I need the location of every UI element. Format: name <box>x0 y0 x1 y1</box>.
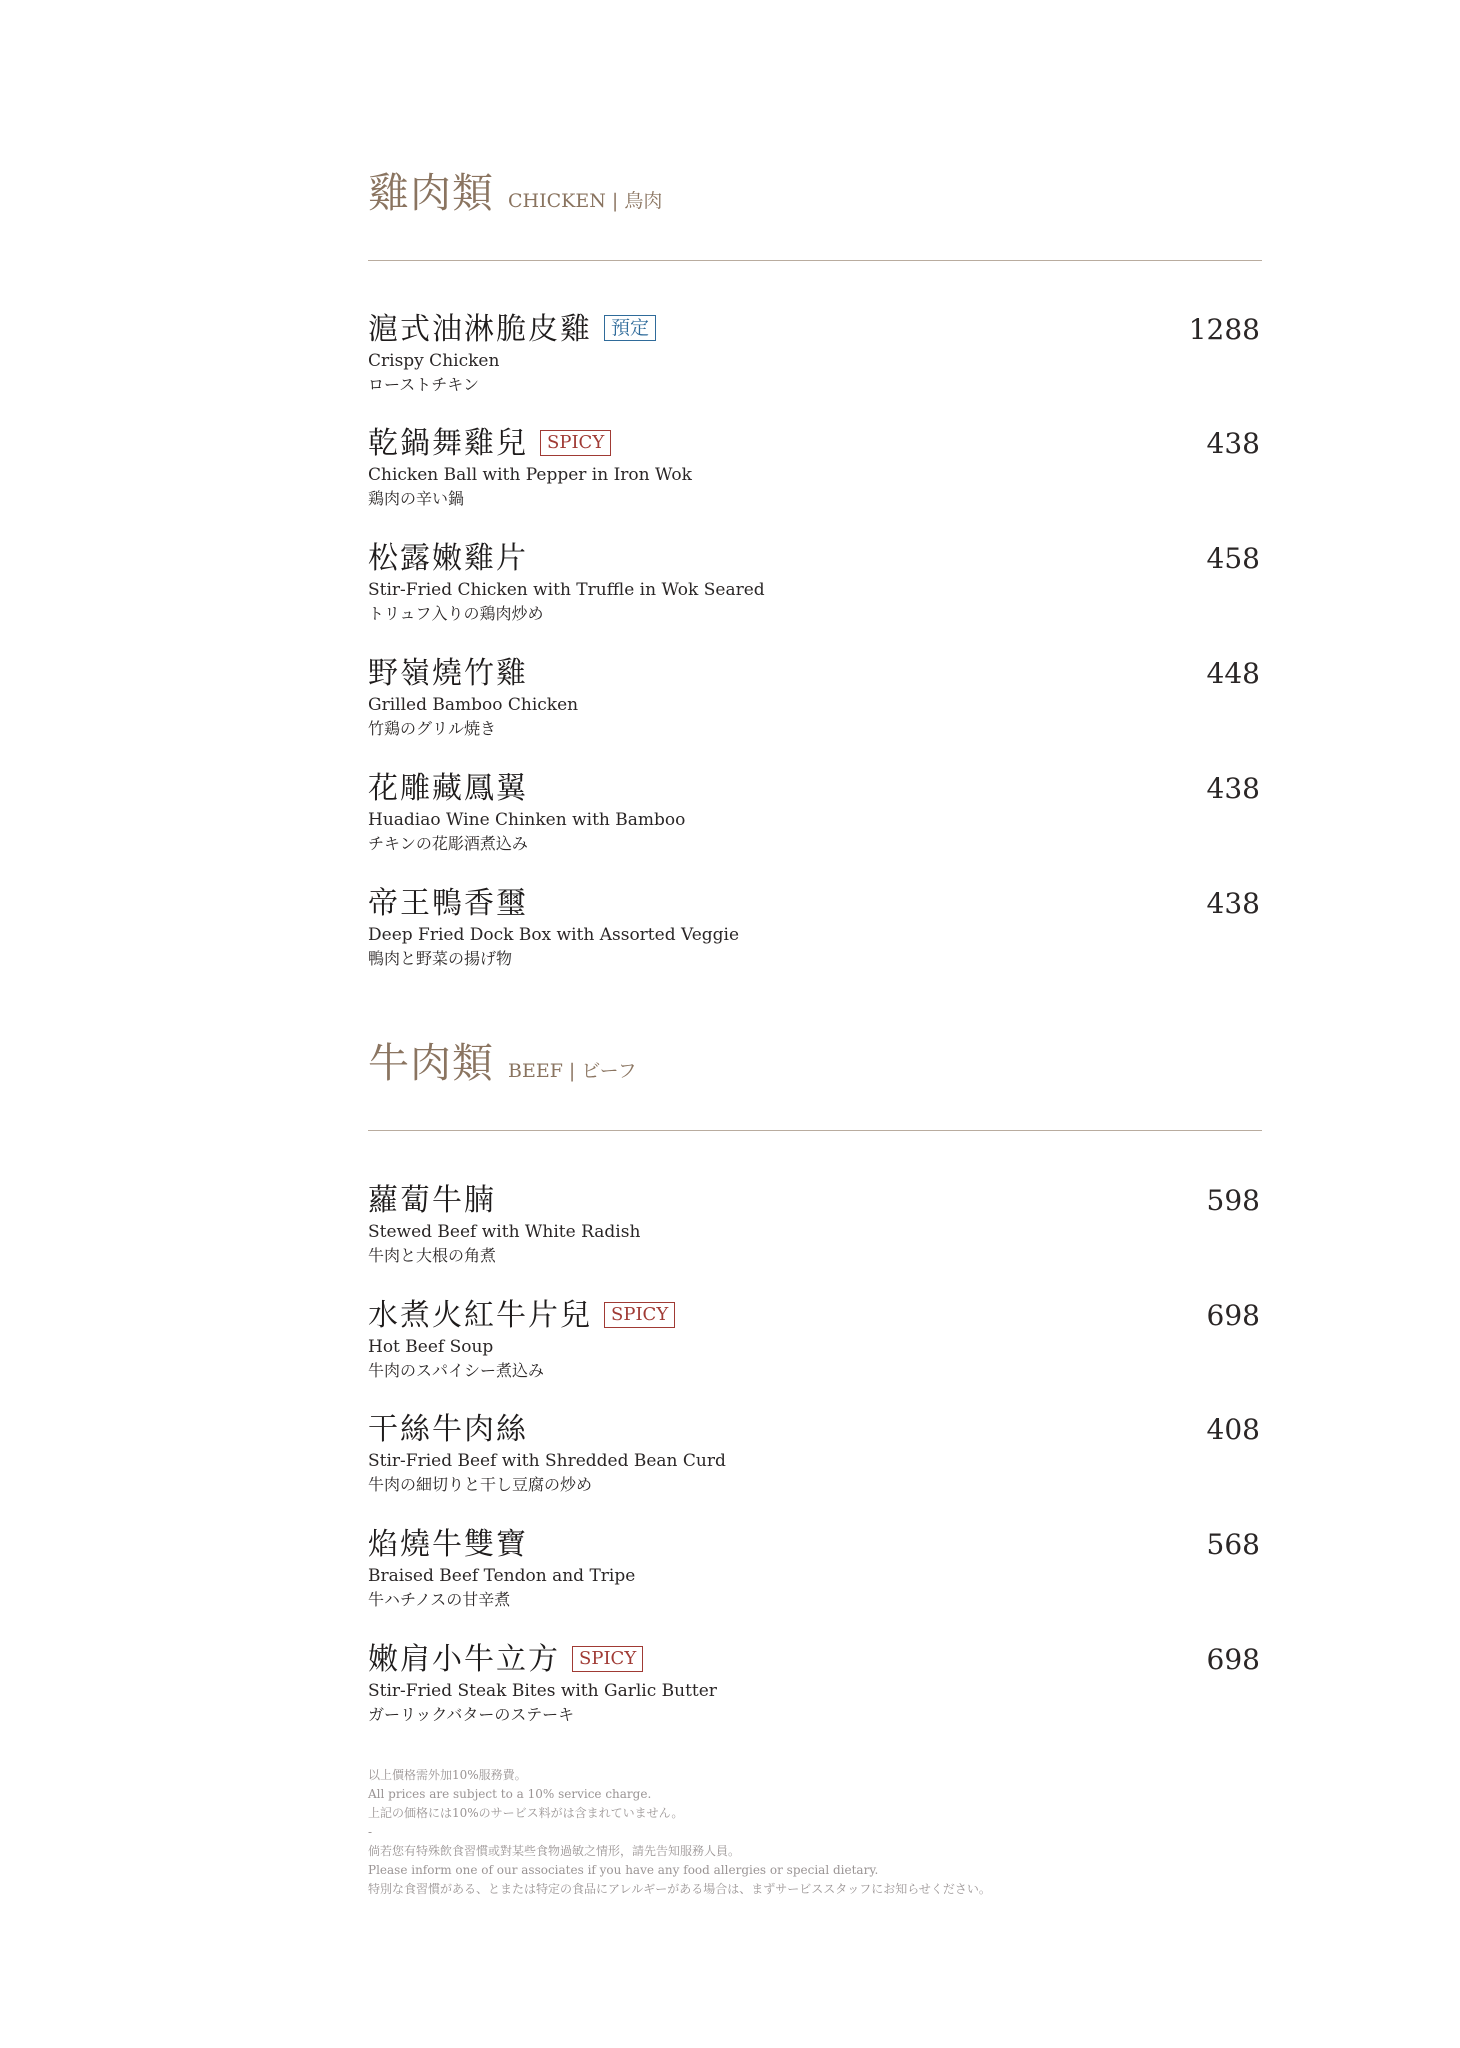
dish-name-ja: 牛肉の細切りと干し豆腐の炒め <box>368 1475 593 1494</box>
section-title-en: CHICKEN | 鳥肉 <box>508 190 663 212</box>
dish-price: 438 <box>1206 427 1260 460</box>
dish-name-en: Stewed Beef with White Radish <box>368 1222 641 1242</box>
note-separator: - <box>368 1825 373 1839</box>
dish-name-zh: 花雕藏鳳翼 <box>368 771 528 806</box>
dish-name-zh <box>368 1640 643 1680</box>
dish-name-en: Hot Beef Soup <box>368 1337 494 1357</box>
dish-name-zh: 焰燒牛雙寶 <box>368 1527 528 1562</box>
dish-name-ja: 竹鶏のグリル焼き <box>368 719 497 738</box>
menu-item <box>368 654 1262 754</box>
menu-item <box>368 539 1262 639</box>
service-charge-note-zh: 以上價格需外加10%服務費。 <box>368 1768 527 1782</box>
section-header-chicken <box>368 160 1262 219</box>
dish-name-ja: チキンの花彫酒煮込み <box>368 834 528 853</box>
menu-item <box>368 1410 1262 1510</box>
menu-item <box>368 1181 1262 1281</box>
dish-price: 1288 <box>1188 313 1260 346</box>
spicy-tag: SPICY <box>540 430 611 456</box>
dish-price: 408 <box>1206 1413 1260 1446</box>
dish-name-zh <box>368 424 611 464</box>
menu-item <box>368 310 1262 410</box>
dish-name-text: 嫩肩小牛立方 <box>368 1642 560 1677</box>
menu-item <box>368 1525 1262 1625</box>
reservation-tag: 預定 <box>604 315 656 341</box>
section-divider <box>368 260 1262 261</box>
dish-price: 448 <box>1206 657 1260 690</box>
dish-name-ja: ガーリックバターのステーキ <box>368 1705 575 1724</box>
dish-name-ja: 鶏肉の辛い鍋 <box>368 489 465 508</box>
dish-name-en: Grilled Bamboo Chicken <box>368 695 579 715</box>
dish-name-zh: 松露嫩雞片 <box>368 541 528 576</box>
menu-item <box>368 1296 1262 1396</box>
dish-name-en: Stir-Fried Beef with Shredded Bean Curd <box>368 1451 726 1471</box>
dish-name-en: Chicken Ball with Pepper in Iron Wok <box>368 465 692 485</box>
dish-price: 598 <box>1206 1184 1260 1217</box>
spicy-tag: SPICY <box>604 1302 675 1328</box>
dish-price: 698 <box>1206 1299 1260 1332</box>
dish-name-zh: 帝王鴨香璽 <box>368 886 528 921</box>
dish-price: 458 <box>1206 542 1260 575</box>
section-title-zh: 雞肉類 <box>368 169 494 217</box>
dish-name-text: 水煮火紅牛片兒 <box>368 1298 592 1333</box>
dish-name-en: Stir-Fried Steak Bites with Garlic Butter <box>368 1681 717 1701</box>
dish-name-ja: 鴨肉と野菜の揚げ物 <box>368 949 513 968</box>
section-title-en: BEEF | ビーフ <box>508 1060 637 1082</box>
dish-name-zh: 干絲牛肉絲 <box>368 1412 528 1447</box>
spicy-tag: SPICY <box>572 1646 643 1672</box>
section-divider <box>368 1130 1262 1131</box>
menu-item <box>368 1640 1262 1740</box>
allergy-note-en: Please inform one of our associates if you have any food allergies or special dietary. <box>368 1863 879 1877</box>
dish-name-en: Deep Fried Dock Box with Assorted Veggie <box>368 925 740 945</box>
dish-name-ja: ローストチキン <box>368 375 480 394</box>
dish-price: 438 <box>1206 887 1260 920</box>
dish-name-text: 乾鍋舞雞兒 <box>368 426 528 461</box>
section-header-beef <box>368 1030 1262 1089</box>
menu-item <box>368 769 1262 869</box>
dish-name-en: Stir-Fried Chicken with Truffle in Wok Seared <box>368 580 765 600</box>
allergy-note-ja: 特別な食習慣がある、とまたは特定の食品にアレルギーがある場合は、まずサービススタッフにお知らせください。 <box>368 1882 991 1896</box>
service-charge-note-en: All prices are subject to a 10% service charge. <box>368 1787 652 1801</box>
dish-name-en: Huadiao Wine Chinken with Bamboo <box>368 810 686 830</box>
dish-name-ja: トリュフ入りの鶏肉炒め <box>368 604 544 623</box>
menu-item <box>368 424 1262 524</box>
dish-name-zh <box>368 310 656 350</box>
dish-name-zh: 野嶺燒竹雞 <box>368 656 528 691</box>
dish-name-zh <box>368 1296 675 1336</box>
service-charge-note-ja: 上記の価格には10%のサービス料がは含まれていません。 <box>368 1806 684 1820</box>
allergy-note-zh: 倘若您有特殊飲食習慣或對某些食物過敏之情形，請先告知服務人員。 <box>368 1844 741 1858</box>
menu-item <box>368 884 1262 984</box>
dish-name-en: Crispy Chicken <box>368 351 500 371</box>
dish-name-ja: 牛肉のスパイシー煮込み <box>368 1361 545 1380</box>
footer-notes <box>368 1766 1262 1899</box>
dish-price: 438 <box>1206 772 1260 805</box>
dish-name-ja: 牛ハチノスの甘辛煮 <box>368 1590 511 1609</box>
dish-name-text: 滬式油淋脆皮雞 <box>368 312 592 347</box>
section-title-zh: 牛肉類 <box>368 1039 494 1087</box>
dish-price: 698 <box>1206 1643 1260 1676</box>
dish-name-ja: 牛肉と大根の角煮 <box>368 1246 497 1265</box>
dish-name-zh: 蘿蔔牛腩 <box>368 1183 496 1218</box>
dish-price: 568 <box>1206 1528 1260 1561</box>
dish-name-en: Braised Beef Tendon and Tripe <box>368 1566 636 1586</box>
